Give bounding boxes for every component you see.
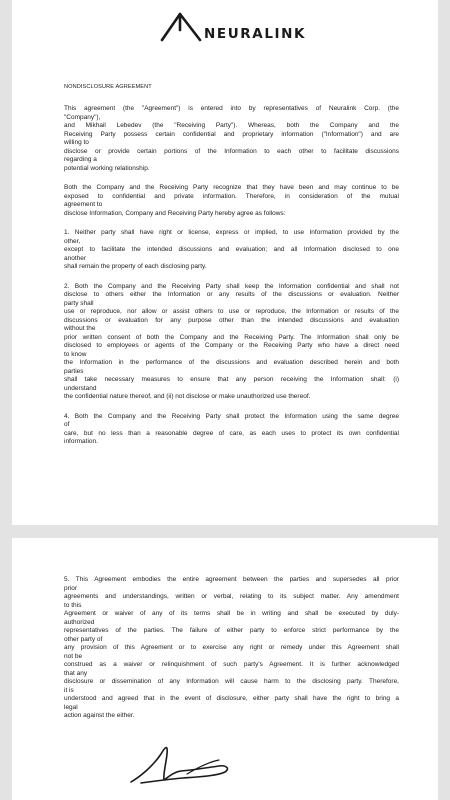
document-page-2: [12, 538, 438, 800]
text-line: and Mikhail Lebedev (the "Receiving Party"). Whereas, both the Company and the: [64, 122, 399, 129]
document-title: NONDISCLOSURE AGREEMENT: [64, 84, 152, 90]
text-line: action against the either.: [64, 712, 135, 719]
text-line: it is: [64, 686, 74, 694]
text-line: disclose Information, Company and Receiving Party hereby agree as follows:: [64, 209, 286, 217]
text-line: of: [64, 421, 70, 428]
text-line: that any: [64, 669, 88, 677]
text-line: disclosure or dissemination of any Information will cause harm to the disclosing party. Therefore,: [64, 678, 399, 685]
text-line: agreements and understandings, written or verbal, relating to its subject matter. Any amendment: [64, 593, 399, 600]
text-line: 4. Both the Company and the Receiving Party shall protect the Information using the same degree: [64, 412, 399, 420]
brand-name: NEURALINK: [204, 26, 307, 42]
paragraph: [64, 413, 399, 447]
text-line: understood and agreed that in the event of disclosure, either party shall have the right to bring a: [64, 695, 399, 702]
text-line: information.: [64, 438, 98, 445]
text-line: parties: [64, 367, 84, 375]
text-line: willing to: [64, 139, 89, 146]
text-line: except to facilitate the intended discussions and evaluation; and all Information disclosed to one: [64, 246, 399, 253]
page-2-body-text: [64, 576, 399, 732]
text-line: another: [64, 254, 87, 262]
text-line: any provision of this Agreement or to exercise any right or remedy under this Agreement shall: [64, 644, 399, 651]
text-line: understand: [64, 384, 97, 392]
text-line: disclosed to employees or agents of the Company or the Receiving Party who have a direct need: [64, 342, 399, 349]
text-line: care, but no less than a reasonable degree of care, as each uses to protect its own confidential: [64, 429, 399, 437]
neuralink-triangle-logo-icon: [160, 10, 204, 46]
text-line: shall remain the property of each disclosing party.: [64, 263, 207, 270]
page-1-body-text: [64, 105, 399, 458]
text-line: authorized: [64, 618, 95, 626]
neuralink-logo: [160, 10, 330, 46]
text-line: 1. Neither party shall have right or license, express or implied, to use Information provided by the: [64, 229, 399, 236]
text-line: other,: [64, 237, 81, 245]
text-line: use or reproduce, nor allow or assist others to use or reproduce, the Information or results of the: [64, 308, 399, 315]
text-line: construed as a waiver or relinquishment of such party's Agreement. It is further acknowledged: [64, 661, 399, 668]
text-line: Both the Company and the Receiving Party recognize that they have been and may continue to be: [64, 184, 399, 191]
text-line: shall take necessary measures to ensure that any person receiving the Information shall: (i): [64, 376, 399, 383]
paragraph: [64, 229, 399, 272]
text-line: Agreement or waiver of any of its terms shall be in writing and shall be executed by duly-: [64, 610, 399, 617]
text-line: not be: [64, 652, 83, 660]
text-line: agreement to: [64, 201, 103, 208]
text-line: to this: [64, 601, 82, 609]
text-line: potential working relationship.: [64, 164, 150, 172]
paragraph: [64, 105, 399, 173]
text-line: without the: [64, 325, 96, 332]
text-line: other party of: [64, 635, 103, 643]
handwritten-signature-icon: [127, 738, 247, 788]
paragraph: [64, 184, 399, 218]
text-line: Receiving Party possess certain confidential and proprietary information ("Information") and are: [64, 130, 399, 138]
text-line: prior: [64, 584, 78, 592]
text-line: disclose or provide certain portions of the Information to each other to facilitate discussions: [64, 147, 399, 155]
text-line: "Company"),: [64, 113, 101, 121]
paragraph: [64, 576, 399, 721]
text-line: the confidential nature thereof, and (ii) not disclose or make unauthorized use thereof.: [64, 393, 311, 400]
text-line: This agreement (the "Agreement") is entered into by representatives of Neuralink Corp. (the: [64, 105, 399, 112]
text-line: party shall: [64, 299, 94, 307]
text-line: exposed to confidential and private information. Therefore, in consideration of the mutual: [64, 192, 399, 200]
text-line: prior written consent of both the Company and the Receiving Party. The Information shall only be: [64, 333, 399, 341]
text-line: the Information in the performance of the discussions and evaluation described herein and both: [64, 359, 399, 366]
text-line: representatives of the parties. The failure of either party to enforce strict performance by the: [64, 627, 399, 634]
text-line: discussions or evaluation for any purpose other than the intended discussions and evaluation: [64, 316, 399, 324]
text-line: 2. Both the Company and the Receiving Party shall keep the Information confidential and shall not: [64, 282, 399, 290]
paragraph: [64, 283, 399, 402]
text-line: legal: [64, 703, 78, 711]
document-page-1: [12, 0, 438, 525]
text-line: regarding a: [64, 156, 97, 163]
text-line: disclose to others either the Information or any results of the discussions or evaluation. Neither: [64, 291, 399, 298]
text-line: 5. This Agreement embodies the entire agreement between the parties and supersedes all prior: [64, 576, 399, 583]
text-line: to know: [64, 350, 87, 358]
